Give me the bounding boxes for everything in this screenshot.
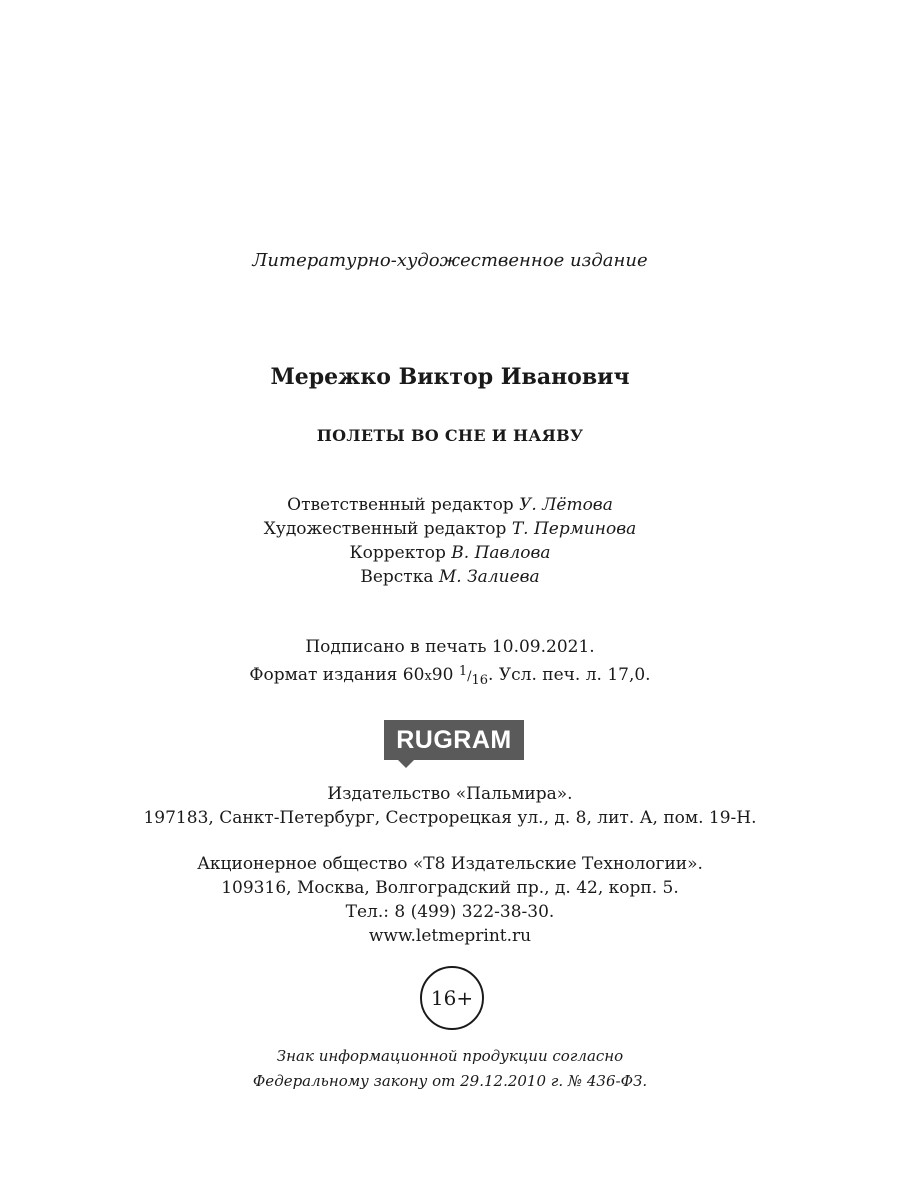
credit-name: В. Павлова: [451, 543, 551, 563]
credit-role: Художественный редактор: [263, 519, 507, 539]
format-mid: 90: [431, 665, 454, 685]
fraction-numerator: 1: [458, 664, 468, 679]
printer-name: Акционерное общество «Т8 Издательские Технологии».: [197, 854, 703, 874]
credit-line: [0, 494, 900, 517]
credit-role: Ответственный редактор: [287, 495, 514, 515]
printer-phone: Тел.: 8 (499) 322-38-30.: [345, 902, 555, 922]
rugram-logo: RUGRAM: [384, 720, 524, 760]
credit-role: Верстка: [360, 567, 434, 587]
notice-line: Федеральному закону от 29.12.2010 г. № 436-ФЗ.: [252, 1072, 648, 1090]
print-format: [0, 660, 900, 692]
print-signed-date: Подписано в печать 10.09.2021.: [305, 637, 595, 657]
credit-name: Т. Перминова: [511, 519, 637, 539]
credit-line: [0, 566, 900, 589]
publisher-name: Издательство «Пальмира».: [327, 784, 573, 804]
credit-line: [0, 518, 900, 541]
format-times: x: [424, 669, 432, 684]
credit-line: [0, 542, 900, 565]
author-name: Мережко Виктор Иванович: [270, 364, 630, 390]
age-rating-badge: 16+: [420, 966, 484, 1030]
credit-name: М. Залиева: [438, 567, 540, 587]
printer-website: www.letmeprint.ru: [368, 926, 532, 946]
credit-role: Корректор: [349, 543, 446, 563]
credit-name: У. Лётова: [519, 495, 613, 515]
printer-address: 109316, Москва, Волгоградский пр., д. 42, корп. 5.: [221, 878, 679, 898]
format-prefix: Формат издания 60: [249, 665, 425, 685]
format-fraction: 1/16: [458, 664, 489, 688]
notice-line: Знак информационной продукции согласно: [276, 1047, 624, 1065]
format-suffix: . Усл. печ. л. 17,0.: [488, 665, 651, 685]
publisher-address: 197183, Санкт-Петербург, Сестрорецкая ул., д. 8, лит. А, пом. 19-Н.: [143, 808, 757, 828]
genre-label: Литературно-художественное издание: [252, 250, 648, 271]
book-title: ПОЛЕТЫ ВО СНЕ И НАЯВУ: [316, 426, 584, 445]
fraction-denominator: 16: [471, 673, 489, 688]
